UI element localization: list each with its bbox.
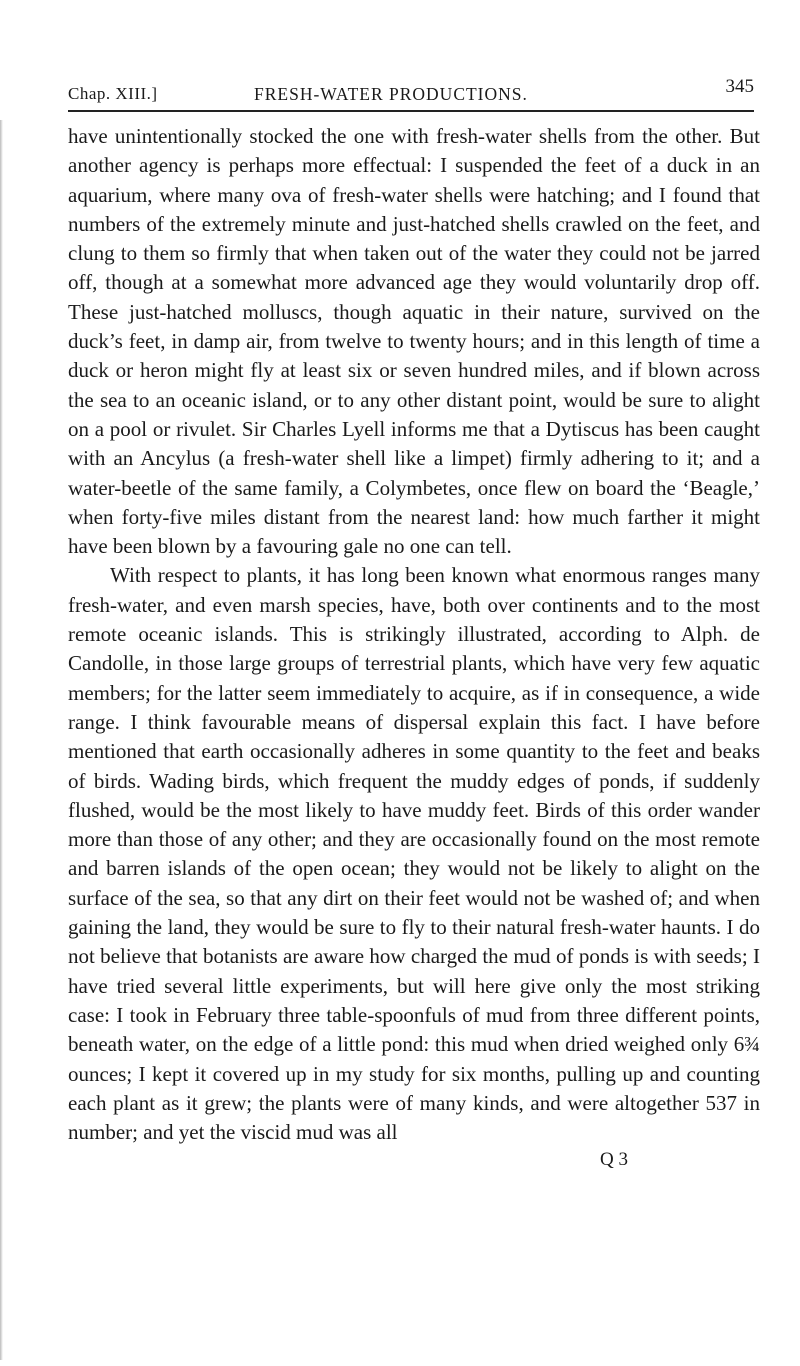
page-edge-shadow (0, 120, 3, 1360)
book-page (68, 76, 760, 1173)
running-header (68, 76, 754, 112)
chapter-label: Chap. XIII.] (68, 84, 158, 103)
page-number: 345 (725, 76, 754, 97)
signature-mark: Q 3 (600, 1149, 628, 1171)
body-text (68, 122, 760, 1147)
paragraph-continued: have unintentionally stocked the one with fresh-water shells from the other. But another agency is perhaps more effectual: I suspended the feet of a duck in an aquarium, where many ova of fresh-water shells were hatching; and I found that numbers of the extremely minute and just-hatched shells crawled on the feet, and clung to them so firmly that when taken out of the water they could not be jarred off, though at a somewhat more advanced age they would voluntarily drop off. These just-hatched molluscs, though aquatic in their nature, survived on the duck’s feet, in damp air, from twelve to twenty hours; and in this length of time a duck or heron might fly at least six or seven hundred miles, and if blown across the sea to an oceanic island, or to any other distant point, would be sure to alight on a pool or rivulet. Sir Charles Lyell informs me that a Dytiscus has been caught with an Ancylus (a fresh-water shell like a limpet) firmly adhering to it; and a water-beetle of the same family, a Colymbetes, once flew on board the ‘Beagle,’ when forty-five miles distant from the nearest land: how much farther it might have been blown by a favouring gale no one can tell. (68, 124, 760, 559)
running-title: FRESH-WATER PRODUCTIONS. (254, 84, 528, 104)
paragraph-plants: With respect to plants, it has long been known what enormous ranges many fresh-water, and even marsh species, have, both over continents and to the most remote oceanic islands. This is strikingly illustrated, according to Alph. de Candolle, in those large groups of terrestrial plants, which have very few aquatic members; for the latter seem immediately to acquire, as if in consequence, a wide range. I think favourable means of dispersal explain this fact. I have before mentioned that earth occasionally adheres in some quantity to the feet and beaks of birds. Wading birds, which frequent the muddy edges of ponds, if suddenly flushed, would be the most likely to have muddy feet. Birds of this order wander more than those of any other; and they are occasionally found on the most remote and barren islands of the open ocean; they would not be likely to alight on the surface of the sea, so that any dirt on their feet would not be washed of; and when gaining the land, they would be sure to fly to their natural fresh-water haunts. I do not believe that botanists are aware how charged the mud of ponds is with seeds; I have tried several little experiments, but will here give only the most striking case: I took in February three table-spoonfuls of mud from three different points, beneath water, on the edge of a little pond: this mud when dried weighed only 6¾ ounces; I kept it covered up in my study for six months, pulling up and counting each plant as it grew; the plants were of many kinds, and were altogether 537 in number; and yet the viscid mud was all (68, 563, 760, 1145)
